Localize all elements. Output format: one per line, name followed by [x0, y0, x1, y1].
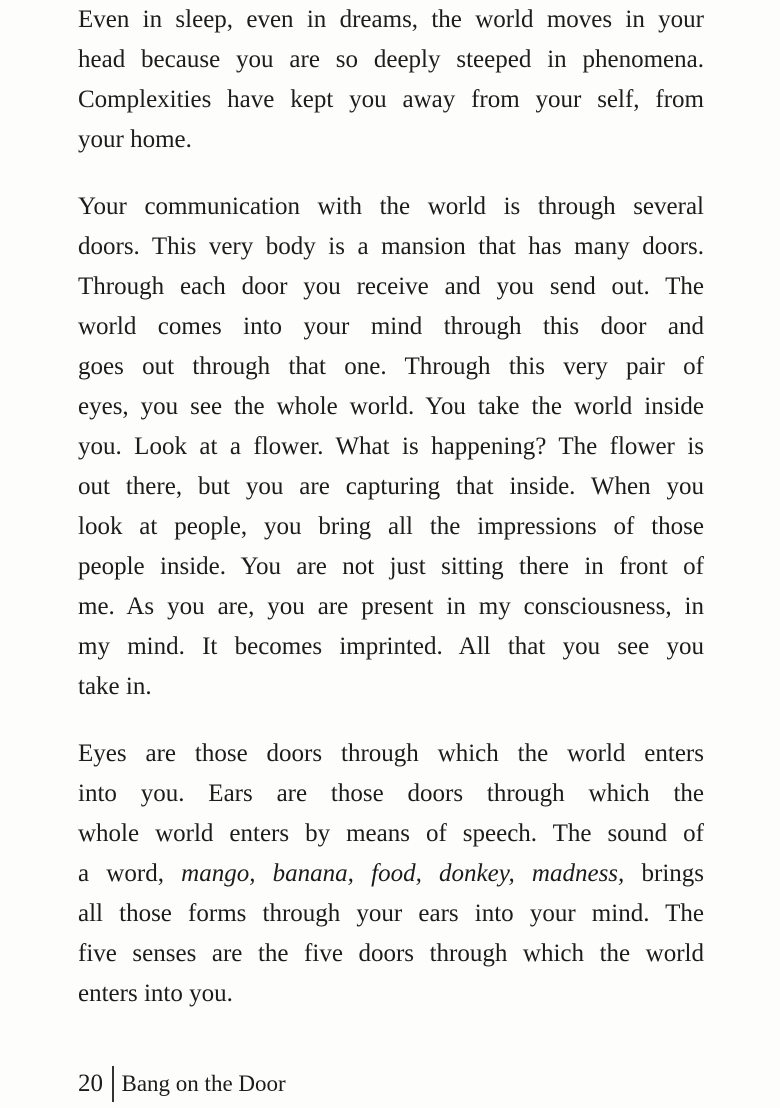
text-line: doors. This very body is a mansion that has many doors. [78, 233, 704, 260]
text-line: you. Look at a flower. What is happening? The flower is [78, 433, 704, 460]
text-line: into you. Ears are those doors through which the [78, 780, 704, 807]
text-line: goes out through that one. Through this very pair of [78, 353, 704, 380]
text-line: me. As you are, you are present in my consciousness, in [78, 593, 704, 620]
text-line: world comes into your mind through this door and [78, 313, 704, 340]
text-segment: brings [624, 860, 704, 887]
text-line: look at people, you bring all the impressions of those [78, 513, 704, 540]
paragraph-3 [78, 734, 704, 1014]
paragraph-1 [78, 0, 704, 160]
text-line: all those forms through your ears into your mind. The [78, 900, 704, 927]
text-segment: a word, [78, 860, 182, 887]
footer-divider [112, 1066, 114, 1102]
text-line [78, 854, 704, 894]
italic-text: mango, banana, food, donkey, madness, [181, 860, 625, 887]
text-line: whole world enters by means of speech. The sound of [78, 820, 704, 847]
page-number: 20 [78, 1070, 103, 1097]
text-line: Your communication with the world is through several [78, 193, 704, 220]
running-title: Bang on the Door [121, 1071, 286, 1096]
text-line: eyes, you see the whole world. You take the world inside [78, 393, 704, 420]
text-line: take in. [78, 673, 152, 700]
text-line: Complexities have kept you away from your self, from [78, 86, 704, 113]
paragraph-2 [78, 187, 704, 707]
text-line: people inside. You are not just sitting there in front of [78, 553, 704, 580]
text-line: Even in sleep, even in dreams, the world moves in your [78, 6, 704, 33]
text-line: my mind. It becomes imprinted. All that you see you [78, 633, 704, 660]
text-line: head because you are so deeply steeped in phenomena. [78, 46, 704, 73]
text-line: out there, but you are capturing that inside. When you [78, 473, 704, 500]
page-body [78, 0, 704, 1014]
text-line: five senses are the five doors through which the world [78, 940, 704, 967]
text-line: your home. [78, 126, 192, 153]
text-line: Eyes are those doors through which the world enters [78, 740, 704, 767]
page-footer [78, 1066, 286, 1102]
text-line: enters into you. [78, 980, 233, 1007]
text-line: Through each door you receive and you send out. The [78, 273, 704, 300]
